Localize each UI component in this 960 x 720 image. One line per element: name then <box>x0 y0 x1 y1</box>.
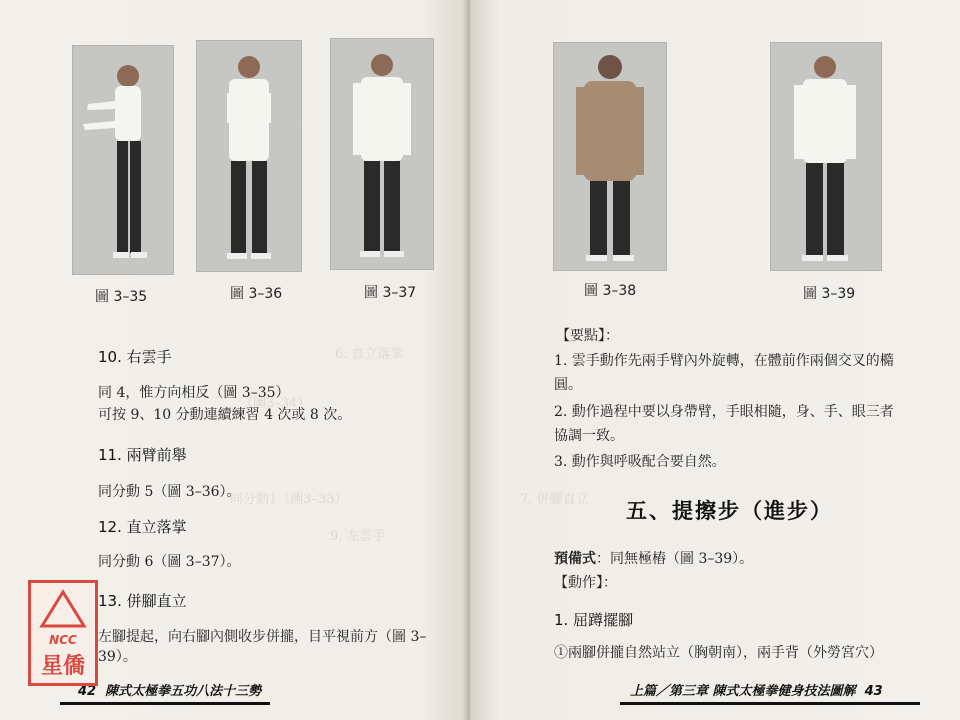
footer-rule <box>60 702 270 705</box>
prep-label: 預備式 <box>554 551 596 567</box>
show-through-text: 9. 左雲手 <box>330 529 386 544</box>
prep-line <box>554 549 753 569</box>
key-point-line: 2. 動作過程中要以身帶臂，手眼相隨，身、手、眼三者 <box>554 404 894 420</box>
figure-caption: 圖 3–38 <box>584 283 637 299</box>
key-points-label: 【要點】： <box>556 328 619 344</box>
body-text: 39）。 <box>98 649 137 665</box>
key-point-line: 圓。 <box>554 377 582 393</box>
step-text: ①兩腳併攏自然站立（胸朝南），兩手背（外勞宮穴） <box>554 645 883 661</box>
watermark-stamp <box>28 580 98 686</box>
right-page <box>470 0 960 720</box>
figure-caption: 圖 3–36 <box>230 286 283 302</box>
figure-illustration <box>771 43 881 270</box>
footer-rule <box>620 702 920 705</box>
show-through-text: 6. 直立落掌 <box>335 347 404 362</box>
body-text: 左腳提起，向右腳內側收步併攏，目平視前方（圖 3– <box>98 629 427 645</box>
figure-illustration <box>197 41 301 271</box>
action-label: 【動作】： <box>554 575 617 591</box>
watermark-text: NCC <box>49 633 77 647</box>
running-title: 陳式太極拳五功八法十三勢 <box>105 684 262 699</box>
figure-photo-3-39 <box>770 42 882 271</box>
key-point-line: 3. 動作與呼吸配合要自然。 <box>554 454 726 470</box>
watermark-text: 星僑 <box>40 654 85 679</box>
step-heading: 1. 屈蹲擺腳 <box>554 611 634 629</box>
key-point-line: 協調一致。 <box>554 428 624 444</box>
body-text: 同 4，惟方向相反（圖 3–35） <box>98 385 290 401</box>
figure-caption: 圖 3–39 <box>803 286 856 302</box>
running-title: 上篇／第三章 陳式太極拳健身技法圖解 <box>630 684 856 699</box>
prep-text: ：同無極樁（圖 3–39）。 <box>596 551 754 567</box>
section-heading: 10. 右雲手 <box>98 348 172 366</box>
figure-illustration <box>331 39 433 269</box>
figure-photo-3-38 <box>553 42 667 271</box>
figure-photo-3-35 <box>72 45 174 275</box>
section-heading: 11. 兩臂前舉 <box>98 446 187 464</box>
body-text: 同分動 6（圖 3–37）。 <box>98 554 241 570</box>
key-point-line: 1. 雲手動作先兩手臂內外旋轉，在體前作兩個交叉的橢 <box>554 353 894 369</box>
section-heading: 13. 併腳直立 <box>98 592 187 610</box>
figure-caption: 圖 3–35 <box>95 289 148 305</box>
section-title: 五、提擦步（進步） <box>626 499 833 523</box>
page-number: 43 <box>864 684 883 699</box>
figure-illustration <box>554 43 666 270</box>
figure-photo-3-36 <box>196 40 302 272</box>
figure-illustration <box>73 46 173 274</box>
triangle-logo-icon <box>39 589 87 629</box>
show-through-text: 7. 併腳直立 <box>520 492 589 507</box>
show-through-text: （圖3–34） <box>240 396 311 411</box>
body-text: 同分動 5（圖 3–36）。 <box>98 484 241 500</box>
body-text: 可按 9、10 分動連續練習 4 次或 8 次。 <box>98 407 352 423</box>
page-number: 42 <box>78 684 97 699</box>
show-through-text: 同分動1（圖3–33） <box>230 492 348 507</box>
left-page <box>0 0 470 720</box>
section-heading: 12. 直立落掌 <box>98 518 187 536</box>
figure-photo-3-37 <box>330 38 434 270</box>
figure-caption: 圖 3–37 <box>364 285 417 301</box>
